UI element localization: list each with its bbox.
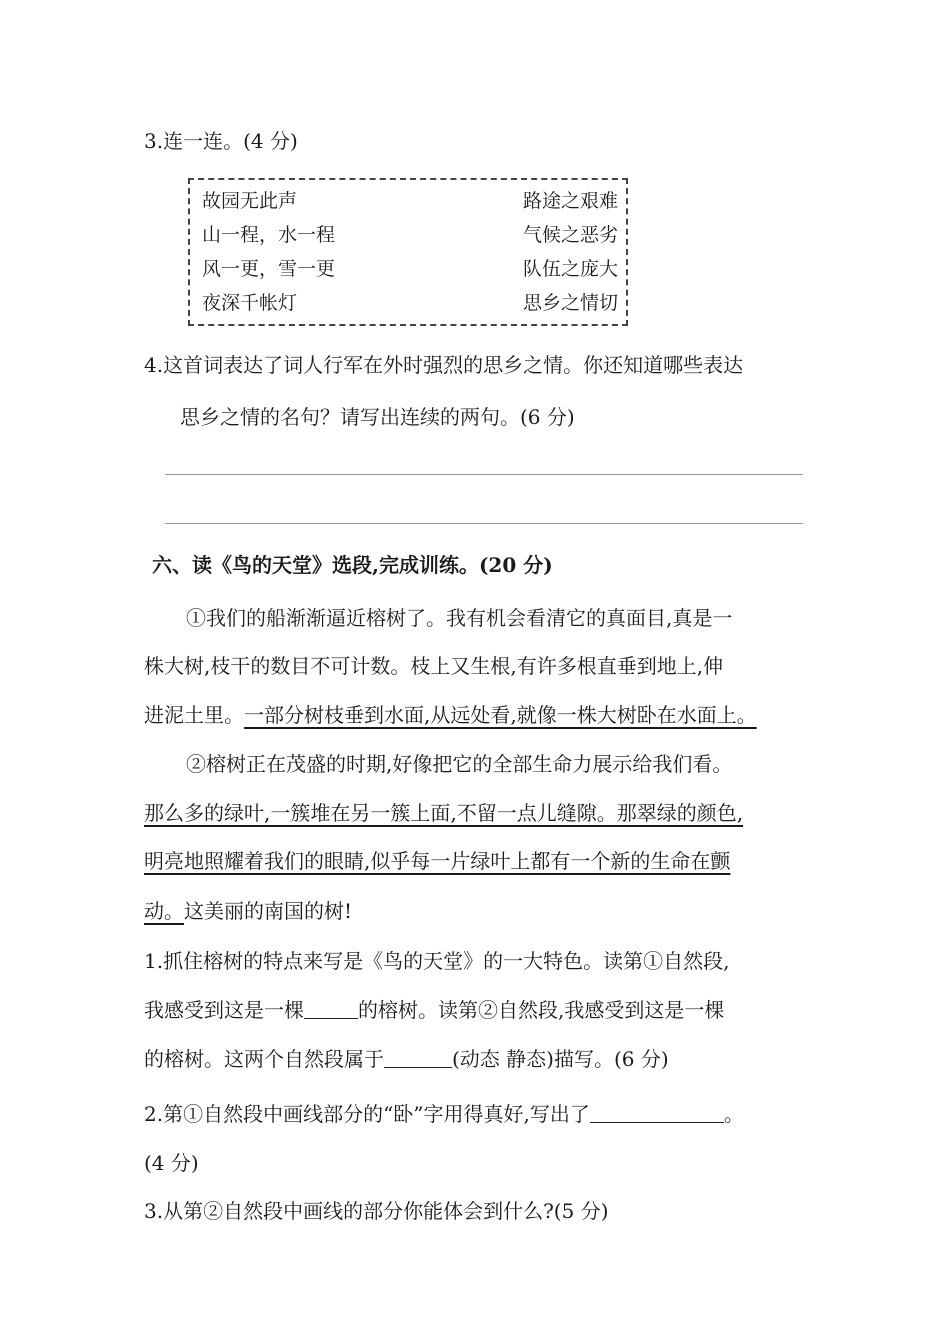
fill-blank[interactable] xyxy=(384,1045,452,1068)
match-right-item: 气候之恶劣 xyxy=(522,224,618,246)
question-1-line-1: 1.抓住榕树的特点来写是《鸟的天堂》的一大特色。读第①自然段, xyxy=(144,949,730,973)
question-text: 2.第①自然段中画线部分的“卧”字用得真好,写出了 xyxy=(144,1102,590,1126)
passage-p2-line-3: 明亮地照耀着我们的眼睛,似乎每一片绿叶上都有一个新的生命在颤 xyxy=(144,849,731,873)
match-left-item: 夜深千帐灯 xyxy=(202,292,298,314)
question-1-line-3 xyxy=(144,1044,669,1074)
match-right-item: 队伍之庞大 xyxy=(522,258,618,280)
question-2-line-2: (4 分) xyxy=(144,1151,199,1175)
match-right-item: 路途之艰难 xyxy=(522,190,618,212)
match-left-item: 故园无此声 xyxy=(202,190,298,212)
question-3-reading: 3.从第②自然段中画线的部分你能体会到什么?(5 分) xyxy=(144,1199,609,1223)
question-2-line-1 xyxy=(144,1099,744,1129)
matching-box xyxy=(188,178,628,326)
match-row xyxy=(202,186,618,216)
question-text: (动态 静态)描写。(6 分) xyxy=(452,1047,669,1071)
passage-p2-line-2: 那么多的绿叶,一簇堆在另一簇上面,不留一点儿缝隙。那翠绿的颜色, xyxy=(144,801,744,825)
fill-blank[interactable] xyxy=(590,1100,724,1123)
question-1-line-2 xyxy=(144,995,724,1025)
question-4-line-2: 思乡之情的名句？请写出连续的两句。(6 分) xyxy=(180,405,575,429)
question-text: 的榕树。读第②自然段,我感受到这是一棵 xyxy=(358,998,725,1022)
question-3-title: 3.连一连。(4 分) xyxy=(144,129,298,153)
passage-p2-line-4 xyxy=(144,896,352,926)
passage-p1-line-3 xyxy=(144,700,757,730)
question-text: 我感受到这是一棵 xyxy=(144,998,304,1022)
passage-p1-line-1: ①我们的船渐渐逼近榕树了。我有机会看清它的真面目,真是一 xyxy=(186,606,733,630)
match-row xyxy=(202,220,618,250)
passage-text: 这美丽的南国的树! xyxy=(184,899,353,923)
match-left-item: 风一更，雪一更 xyxy=(202,258,336,280)
question-text: 。 xyxy=(723,1102,744,1126)
passage-p2-line-1: ②榕树正在茂盛的时期,好像把它的全部生命力展示给我们看。 xyxy=(186,752,733,776)
answer-line[interactable] xyxy=(165,523,803,524)
answer-line[interactable] xyxy=(165,474,803,475)
fill-blank[interactable] xyxy=(304,996,358,1019)
underlined-sentence: 动。 xyxy=(144,899,184,923)
passage-p1-line-2: 株大树,枝干的数目不可计数。枝上又生根,有许多根直垂到地上,伸 xyxy=(144,654,724,678)
question-text: 的榕树。这两个自然段属于 xyxy=(144,1047,384,1071)
match-row xyxy=(202,254,618,284)
match-right-item: 思乡之情切 xyxy=(522,292,618,314)
question-4-line-1: 4.这首词表达了词人行军在外时强烈的思乡之情。你还知道哪些表达 xyxy=(144,353,744,377)
section-6-title: 六、读《鸟的天堂》选段,完成训练。(20 分) xyxy=(152,553,553,577)
passage-text: 进泥土里。 xyxy=(144,703,244,727)
match-left-item: 山一程，水一程 xyxy=(202,224,336,246)
match-row xyxy=(202,288,618,318)
underlined-sentence: 一部分树枝垂到水面,从远处看,就像一株大树卧在水面上。 xyxy=(244,703,757,727)
